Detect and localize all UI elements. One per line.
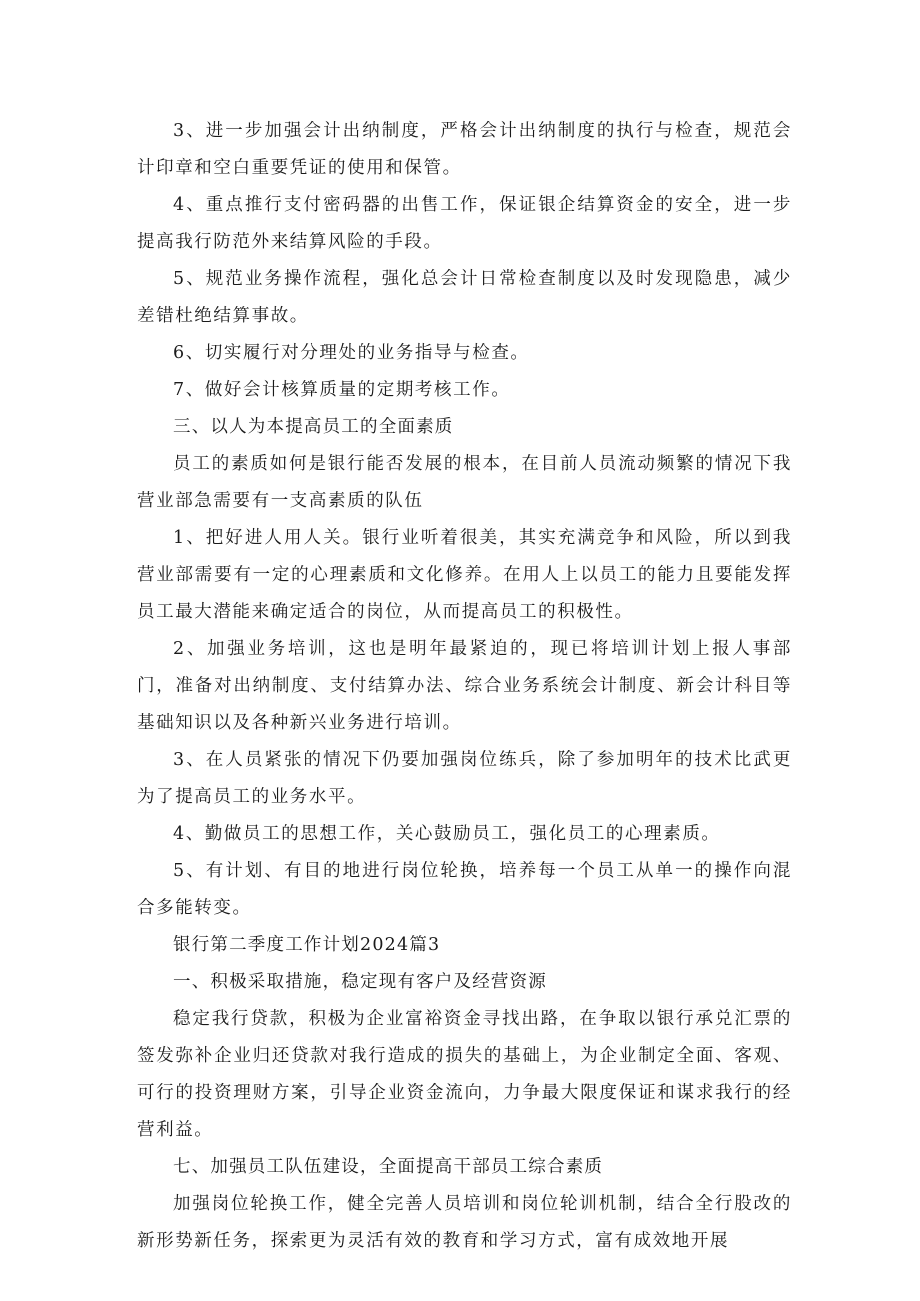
paragraph-staff-2: 2、加强业务培训，这也是明年最紧迫的，现已将培训计划上报人事部门，准备对出纳制度、支付结算办法、综合业务系统会计制度、新会计科目等基础知识以及各种新兴业务进行培训。 [137, 639, 792, 733]
paragraph-staff-intro: 员工的素质如何是银行能否发展的根本，在目前人员流动频繁的情况下我营业部急需要有一支高素质的队伍 [137, 454, 792, 511]
paragraph-accounting-4: 4、重点推行支付密码器的出售工作，保证银企结算资金的安全，进一步提高我行防范外来结算风险的手段。 [137, 195, 792, 252]
paragraph-staff-3: 3、在人员紧张的情况下仍要加强岗位练兵，除了参加明年的技术比武更为了提高员工的业务水平。 [137, 750, 792, 807]
paragraph-stabilize-loans: 稳定我行贷款，积极为企业富裕资金寻找出路，在争取以银行承兑汇票的签发弥补企业归还贷款对我行造成的损失的基础上，为企业制定全面、客观、可行的投资理财方案，引导企业资金流向，力争最大限度保证和谋求我行的经营利益。 [137, 1009, 792, 1140]
paragraph-staff-1: 1、把好进人用人关。银行业听着很美，其实充满竞争和风险，所以到我营业部需要有一定的心理素质和文化修养。在用人上以员工的能力且要能发挥员工最大潜能来确定适合的岗位，从而提高员工的积极性。 [137, 528, 792, 622]
paragraph-accounting-3: 3、进一步加强会计出纳制度，严格会计出纳制度的执行与检查，规范会计印章和空白重要凭证的使用和保管。 [137, 121, 792, 178]
paragraph-accounting-6: 6、切实履行对分理处的业务指导与检查。 [173, 343, 530, 363]
section-heading-team-building: 七、加强员工队伍建设，全面提高干部员工综合素质 [173, 1157, 604, 1177]
section-heading-staff-quality: 三、以人为本提高员工的全面素质 [173, 417, 454, 437]
paragraph-job-rotation: 加强岗位轮换工作，健全完善人员培训和岗位轮训机制，结合全行股改的新形势新任务，探索更为灵活有效的教育和学习方式，富有成效地开展 [137, 1194, 792, 1251]
plan-title: 银行第二季度工作计划2024篇3 [173, 935, 441, 955]
document-body [137, 113, 792, 1260]
paragraph-accounting-7: 7、做好会计核算质量的定期考核工作。 [173, 380, 511, 400]
section-heading-stabilize-customers: 一、积极采取措施，稳定现有客户及经营资源 [173, 972, 547, 992]
paragraph-staff-5: 5、有计划、有目的地进行岗位轮换，培养每一个员工从单一的操作向混合多能转变。 [137, 861, 792, 918]
paragraph-accounting-5: 5、规范业务操作流程，强化总会计日常检查制度以及时发现隐患，减少差错杜绝结算事故。 [137, 269, 792, 326]
paragraph-staff-4: 4、勤做员工的思想工作，关心鼓励员工，强化员工的心理素质。 [173, 824, 721, 844]
